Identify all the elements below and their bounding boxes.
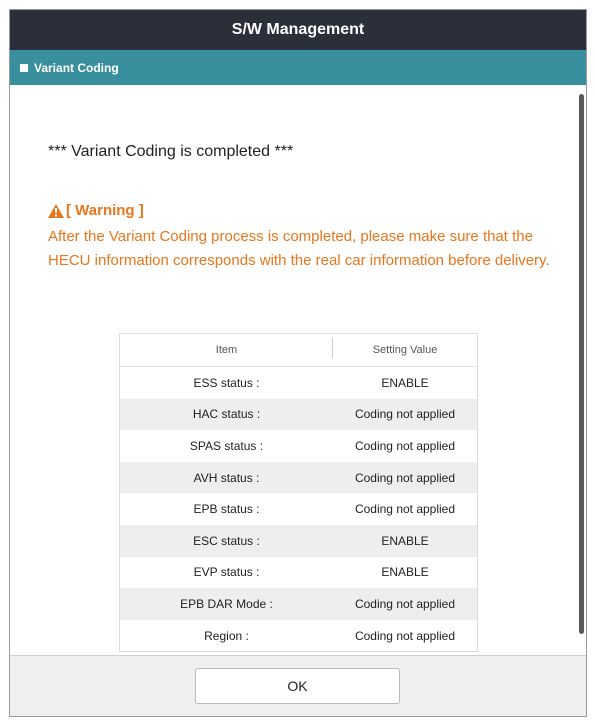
table-row <box>120 557 477 589</box>
table-row <box>120 430 477 462</box>
row-setting-value: Coding not applied <box>354 596 456 611</box>
content-area <box>10 85 586 655</box>
row-setting-value: Coding not applied <box>354 628 456 643</box>
square-icon <box>20 64 28 72</box>
section-label: Variant Coding <box>34 60 119 75</box>
table-body <box>120 367 477 651</box>
row-setting-value: Coding not applied <box>354 502 456 517</box>
row-item: ESC status : <box>193 533 260 548</box>
row-item: EPB DAR Mode : <box>180 596 273 611</box>
row-item: EVP status : <box>193 565 260 580</box>
table-row <box>120 462 477 494</box>
table-row <box>120 493 477 525</box>
row-setting-value: Coding not applied <box>354 438 456 453</box>
dialog-footer <box>10 655 586 717</box>
table-row <box>120 588 477 620</box>
column-header-setting-value: Setting Value <box>372 344 438 356</box>
warning-title-text: [ Warning ] <box>66 202 144 219</box>
row-item: HAC status : <box>192 407 261 422</box>
table-row <box>120 367 477 399</box>
table-row <box>120 399 477 431</box>
table-row <box>120 525 477 557</box>
row-item: Region : <box>204 628 249 643</box>
coding-results-table <box>119 333 478 652</box>
row-setting-value: Coding not applied <box>354 407 456 422</box>
row-setting-value: ENABLE <box>381 565 429 580</box>
column-header-item: Item <box>120 344 333 356</box>
table-row <box>120 620 477 652</box>
row-setting-value: ENABLE <box>381 375 429 390</box>
row-setting-value: Coding not applied <box>354 470 456 485</box>
ok-button[interactable]: OK <box>195 668 400 704</box>
row-setting-value: ENABLE <box>381 533 429 548</box>
row-item: AVH status : <box>193 470 260 485</box>
completion-message: *** Variant Coding is completed *** <box>48 143 294 160</box>
sw-management-dialog <box>9 9 587 717</box>
row-item: SPAS status : <box>189 438 264 453</box>
warning-triangle-icon <box>48 204 64 218</box>
vertical-scrollbar[interactable] <box>579 94 584 634</box>
row-item: EPB status : <box>193 502 260 517</box>
warning-message: After the Variant Coding process is completed, please make sure that the HECU information corresponds with the real car information before delivery. <box>48 228 550 269</box>
table-header <box>120 334 477 367</box>
section-header <box>10 50 586 85</box>
row-item: ESS status : <box>193 375 260 390</box>
dialog-title: S/W Management <box>10 10 586 50</box>
warning-title <box>48 202 144 219</box>
